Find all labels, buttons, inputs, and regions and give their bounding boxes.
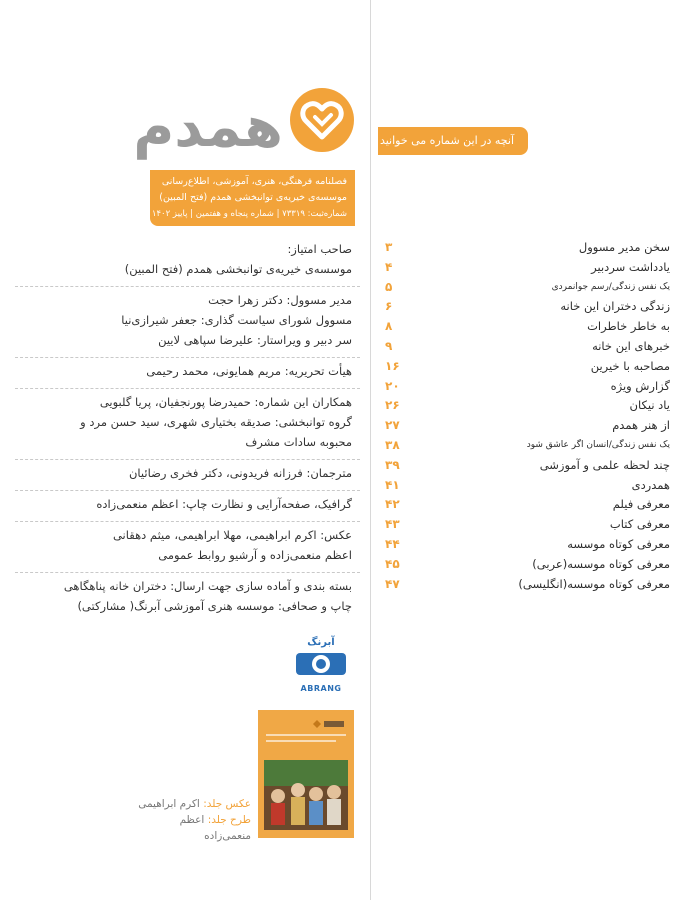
credit-line: چاپ و صحافی: موسسه هنری آموزشی آبرنگ( مشارکتی) <box>77 599 352 613</box>
credits-block-print <box>15 573 360 623</box>
abrang-logo <box>296 637 346 695</box>
toc-item[interactable] <box>385 297 670 317</box>
abrang-brand-text: آبرنگ <box>307 637 335 648</box>
toc-item[interactable] <box>385 357 670 377</box>
credits-block-graphics <box>15 491 360 522</box>
toc-item[interactable] <box>385 476 670 496</box>
toc-list <box>385 238 670 594</box>
toc-item[interactable] <box>385 515 670 535</box>
masthead-line-1: فصلنامه فرهنگی، هنری، آموزشی، اطلاع‌رسانی <box>161 176 347 187</box>
toc-item-title: مصاحبه با خیرین <box>590 358 670 373</box>
abrang-latin-text: ABRANG <box>300 684 342 693</box>
toc-item-title: از هنر همدم <box>612 418 670 433</box>
toc-item-page: ۴۱ <box>385 477 400 492</box>
toc-item-title: یک نفس زندگی/انسان اگر عاشق شود <box>526 439 670 450</box>
toc-item-title: خبرهای این خانه <box>592 338 670 353</box>
credit-line: هیأت تحریریه: مریم همایونی، محمد رحیمی <box>146 364 352 378</box>
toc-item-page: ۴۵ <box>385 556 400 571</box>
toc-item-title: یاد نیکان <box>629 398 670 413</box>
masthead-band <box>150 170 355 226</box>
toc-item-title: گزارش ویژه <box>610 378 670 393</box>
toc-item-page: ۳۹ <box>385 457 400 472</box>
toc-item-page: ۹ <box>385 338 393 353</box>
toc-item-page: ۴ <box>385 259 393 274</box>
credit-line: صاحب امتیاز: <box>287 242 352 256</box>
credit-line: محبوبه سادات مشرف <box>245 435 352 449</box>
toc-item[interactable] <box>385 436 670 456</box>
abrang-emblem-icon <box>296 649 346 679</box>
toc-item-page: ۴۲ <box>385 497 400 512</box>
toc-item[interactable] <box>385 555 670 575</box>
toc-item-title: یک نفس زندگی/رسم جوانمردی <box>551 281 670 292</box>
cover-design-label: طرح جلد: <box>207 814 251 826</box>
toc-item-page: ۵ <box>385 279 393 294</box>
credit-line: گرافیک، صفحه‌آرایی و نظارت چاپ: اعظم منعمی‌زاده <box>96 497 352 511</box>
toc-item-title: معرفی کتاب <box>609 517 670 532</box>
cover-photo-label: عکس جلد: <box>203 798 251 810</box>
heart-logo-icon <box>289 87 355 153</box>
toc-item[interactable] <box>385 377 670 397</box>
toc-item[interactable] <box>385 258 670 278</box>
credit-line: مدیر مسوول: دکتر زهرا حجت <box>208 293 352 307</box>
credit-line: بسته بندی و آماده سازی جهت ارسال: دختران خانه پناهگاهی <box>63 579 352 593</box>
logo-wordmark-text: همدم <box>133 95 283 160</box>
credit-line: مسوول شورای سیاست گذاری: جعفر شیرازی‌نیا <box>121 313 352 327</box>
cover-design-name: اعظم منعمی‌زاده <box>179 814 251 842</box>
toc-item-page: ۳۸ <box>385 437 400 452</box>
credit-line: گروه توانبخشی: صدیقه بختیاری شهری، سید حسن مرد و <box>80 415 352 429</box>
credits-block-editorial <box>15 358 360 389</box>
toc-header: آنچه در این شماره می خوانید <box>378 127 528 155</box>
masthead-line-2: موسسه‌ی خیریه‌ی توانبخشی همدم (فتح المبین) <box>159 192 347 203</box>
credits-list <box>15 236 360 623</box>
credit-line: سر دبیر و ویراستار: علیرضا سپاهی لایین <box>158 333 352 347</box>
credit-line: عکس: اکرم ابراهیمی، مهلا ابراهیمی، میثم دهقانی <box>112 528 352 542</box>
toc-item[interactable] <box>385 495 670 515</box>
toc-item-page: ۱۶ <box>385 358 400 373</box>
toc-item-title: همدردی <box>631 477 670 492</box>
toc-item-page: ۸ <box>385 319 393 334</box>
cover-caption <box>135 796 251 844</box>
toc-item-page: ۴۴ <box>385 536 400 551</box>
cover-photo-name: اکرم ابراهیمی <box>138 798 200 810</box>
toc-item[interactable] <box>385 535 670 555</box>
toc-item[interactable] <box>385 238 670 258</box>
credits-block-owner <box>15 236 360 287</box>
toc-item-title: چند لحظه علمی و آموزشی <box>539 457 670 472</box>
toc-item-title: معرفی کوتاه موسسه(انگلیسی) <box>518 576 670 591</box>
toc-item-page: ۴۷ <box>385 576 400 591</box>
toc-item-title: معرفی فیلم <box>612 497 670 512</box>
credits-block-contributors <box>15 389 360 460</box>
column-divider <box>370 0 371 900</box>
toc-item-page: ۳ <box>385 240 393 254</box>
credits-block-translators <box>15 460 360 491</box>
toc-item[interactable] <box>385 575 670 595</box>
cover-photo-credit <box>135 796 251 812</box>
toc-item-page: ۶ <box>385 299 393 314</box>
toc-item-title: زندگی دختران این خانه <box>560 299 670 314</box>
toc-item-page: ۲۷ <box>385 418 400 433</box>
logo-wordmark <box>133 92 283 164</box>
toc-item-page: ۲۶ <box>385 398 400 413</box>
cover-photo-icon <box>258 710 354 838</box>
cover-design-credit <box>135 812 251 844</box>
credit-line: همکاران این شماره: حمیدرضا پورنجفیان، پریا گلبویی <box>99 395 352 409</box>
toc-item[interactable] <box>385 416 670 436</box>
toc-item-title: یادداشت سردبیر <box>591 259 670 274</box>
toc-item[interactable] <box>385 317 670 337</box>
toc-item[interactable] <box>385 278 670 298</box>
toc-item-page: ۴۳ <box>385 517 400 532</box>
toc-item[interactable] <box>385 337 670 357</box>
cover-thumbnail <box>258 710 354 838</box>
toc-item-page: ۲۰ <box>385 378 400 393</box>
credit-line: مترجمان: فرزانه فریدونی، دکتر فخری رضائیان <box>128 466 352 480</box>
toc-item-title: سخن مدیر مسوول <box>578 240 670 254</box>
masthead-line-3: شماره‌ثبت: ۷۳۳۱۹ | شماره پنجاه و هفتمین | پاییز ۱۴۰۲ <box>151 209 347 219</box>
toc-item[interactable] <box>385 456 670 476</box>
credit-line: موسسه‌ی خیریه‌ی توانبخشی همدم (فتح المبین) <box>124 262 352 276</box>
toc-item-title: معرفی کوتاه موسسه <box>567 536 670 551</box>
toc-item-title: به خاطر خاطرات <box>587 319 670 334</box>
credit-line: اعظم منعمی‌زاده و آرشیو روابط عمومی <box>158 548 352 562</box>
toc-item-title: معرفی کوتاه موسسه(عربی) <box>532 556 670 571</box>
toc-item[interactable] <box>385 396 670 416</box>
credits-block-management <box>15 287 360 358</box>
credits-block-photo <box>15 522 360 573</box>
